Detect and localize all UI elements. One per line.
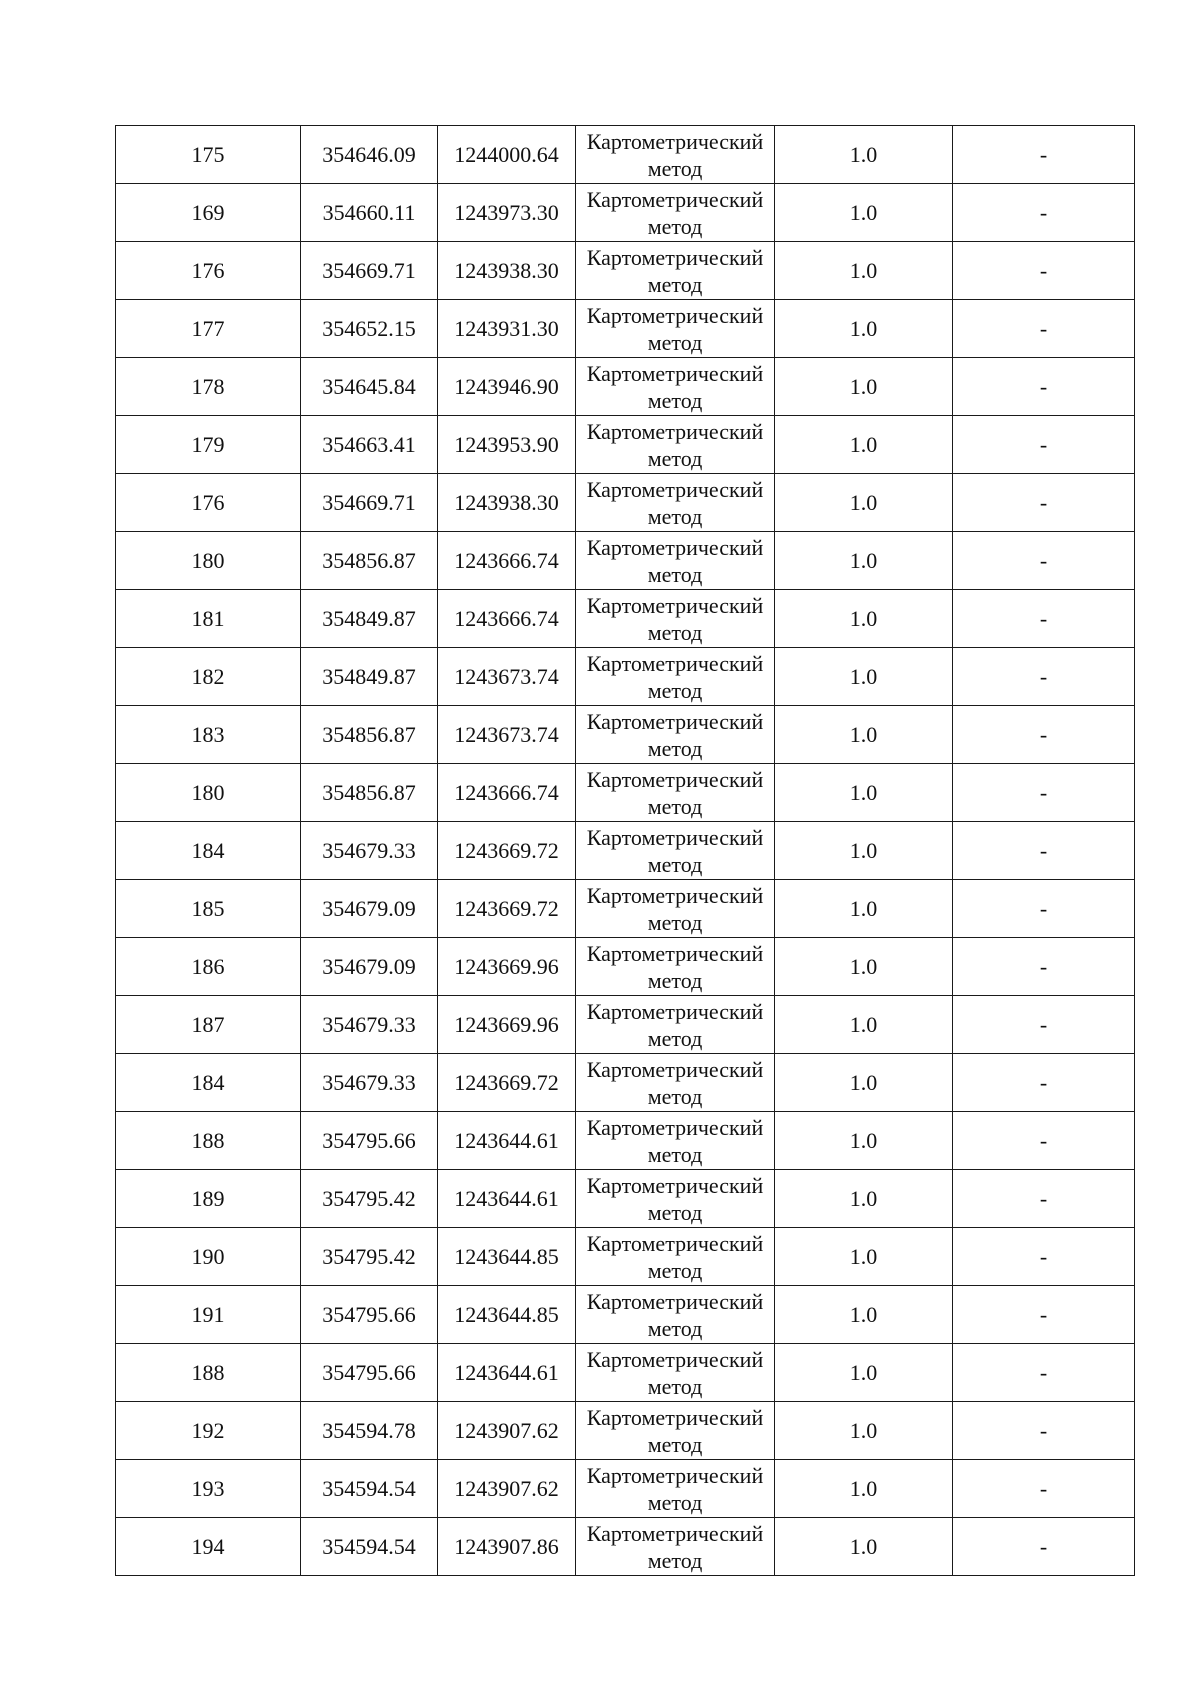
method-cell <box>576 474 775 532</box>
method-line-1: Картометрический <box>586 708 764 734</box>
accuracy-cell: 1.0 <box>775 1112 953 1170</box>
method-line-1: Картометрический <box>586 1404 764 1430</box>
method-line-2: метод <box>647 1025 703 1051</box>
point-number-cell: 177 <box>116 300 301 358</box>
table-row <box>116 474 1135 532</box>
table-row <box>116 358 1135 416</box>
x-coordinate-cell: 354849.87 <box>301 648 438 706</box>
y-coordinate-cell: 1243673.74 <box>438 648 576 706</box>
method-line-2: метод <box>647 155 703 181</box>
table-row <box>116 996 1135 1054</box>
y-coordinate-cell: 1243973.30 <box>438 184 576 242</box>
x-coordinate-cell: 354645.84 <box>301 358 438 416</box>
note-cell: - <box>953 764 1135 822</box>
y-coordinate-cell: 1243669.72 <box>438 880 576 938</box>
accuracy-cell: 1.0 <box>775 1460 953 1518</box>
accuracy-cell: 1.0 <box>775 1518 953 1576</box>
y-coordinate-cell: 1243907.62 <box>438 1402 576 1460</box>
accuracy-cell: 1.0 <box>775 184 953 242</box>
method-line-2: метод <box>647 329 703 355</box>
method-line-2: метод <box>647 619 703 645</box>
x-coordinate-cell: 354663.41 <box>301 416 438 474</box>
table-row <box>116 532 1135 590</box>
x-coordinate-cell: 354795.42 <box>301 1170 438 1228</box>
point-number-cell: 183 <box>116 706 301 764</box>
note-cell: - <box>953 648 1135 706</box>
method-cell <box>576 1286 775 1344</box>
point-number-cell: 176 <box>116 474 301 532</box>
y-coordinate-cell: 1243644.61 <box>438 1170 576 1228</box>
accuracy-cell: 1.0 <box>775 126 953 184</box>
y-coordinate-cell: 1243946.90 <box>438 358 576 416</box>
method-cell <box>576 822 775 880</box>
table-row <box>116 242 1135 300</box>
method-line-1: Картометрический <box>586 476 764 502</box>
x-coordinate-cell: 354594.54 <box>301 1518 438 1576</box>
note-cell: - <box>953 242 1135 300</box>
accuracy-cell: 1.0 <box>775 590 953 648</box>
table-row <box>116 1054 1135 1112</box>
method-line-1: Картометрический <box>586 1172 764 1198</box>
note-cell: - <box>953 590 1135 648</box>
table-row <box>116 1402 1135 1460</box>
y-coordinate-cell: 1243666.74 <box>438 532 576 590</box>
point-number-cell: 184 <box>116 822 301 880</box>
point-number-cell: 180 <box>116 532 301 590</box>
x-coordinate-cell: 354856.87 <box>301 532 438 590</box>
y-coordinate-cell: 1243953.90 <box>438 416 576 474</box>
method-cell <box>576 1054 775 1112</box>
method-line-1: Картометрический <box>586 244 764 270</box>
note-cell: - <box>953 1228 1135 1286</box>
point-number-cell: 188 <box>116 1344 301 1402</box>
method-line-1: Картометрический <box>586 998 764 1024</box>
x-coordinate-cell: 354594.54 <box>301 1460 438 1518</box>
y-coordinate-cell: 1243666.74 <box>438 764 576 822</box>
y-coordinate-cell: 1243644.85 <box>438 1228 576 1286</box>
accuracy-cell: 1.0 <box>775 764 953 822</box>
point-number-cell: 179 <box>116 416 301 474</box>
point-number-cell: 191 <box>116 1286 301 1344</box>
method-line-2: метод <box>647 1257 703 1283</box>
x-coordinate-cell: 354660.11 <box>301 184 438 242</box>
y-coordinate-cell: 1243938.30 <box>438 242 576 300</box>
method-cell <box>576 764 775 822</box>
x-coordinate-cell: 354669.71 <box>301 474 438 532</box>
x-coordinate-cell: 354849.87 <box>301 590 438 648</box>
note-cell: - <box>953 1170 1135 1228</box>
note-cell: - <box>953 416 1135 474</box>
note-cell: - <box>953 1054 1135 1112</box>
method-cell <box>576 416 775 474</box>
note-cell: - <box>953 1402 1135 1460</box>
point-number-cell: 180 <box>116 764 301 822</box>
point-number-cell: 181 <box>116 590 301 648</box>
x-coordinate-cell: 354646.09 <box>301 126 438 184</box>
method-cell <box>576 590 775 648</box>
table-row <box>116 1518 1135 1576</box>
method-cell <box>576 880 775 938</box>
accuracy-cell: 1.0 <box>775 1402 953 1460</box>
accuracy-cell: 1.0 <box>775 648 953 706</box>
point-number-cell: 175 <box>116 126 301 184</box>
point-number-cell: 176 <box>116 242 301 300</box>
method-line-1: Картометрический <box>586 592 764 618</box>
x-coordinate-cell: 354795.42 <box>301 1228 438 1286</box>
point-number-cell: 190 <box>116 1228 301 1286</box>
accuracy-cell: 1.0 <box>775 938 953 996</box>
y-coordinate-cell: 1243644.85 <box>438 1286 576 1344</box>
note-cell: - <box>953 1518 1135 1576</box>
method-line-2: метод <box>647 1141 703 1167</box>
method-line-1: Картометрический <box>586 418 764 444</box>
method-line-2: метод <box>647 1431 703 1457</box>
method-line-2: метод <box>647 387 703 413</box>
method-line-2: метод <box>647 1489 703 1515</box>
table-row <box>116 1170 1135 1228</box>
point-number-cell: 169 <box>116 184 301 242</box>
note-cell: - <box>953 880 1135 938</box>
y-coordinate-cell: 1243644.61 <box>438 1112 576 1170</box>
y-coordinate-cell: 1243938.30 <box>438 474 576 532</box>
note-cell: - <box>953 126 1135 184</box>
accuracy-cell: 1.0 <box>775 532 953 590</box>
y-coordinate-cell: 1243644.61 <box>438 1344 576 1402</box>
x-coordinate-cell: 354795.66 <box>301 1286 438 1344</box>
method-cell <box>576 184 775 242</box>
method-cell <box>576 242 775 300</box>
point-number-cell: 178 <box>116 358 301 416</box>
table-row <box>116 1112 1135 1170</box>
method-cell <box>576 1344 775 1402</box>
method-line-2: метод <box>647 735 703 761</box>
x-coordinate-cell: 354679.33 <box>301 822 438 880</box>
accuracy-cell: 1.0 <box>775 1054 953 1112</box>
x-coordinate-cell: 354594.78 <box>301 1402 438 1460</box>
table-row <box>116 126 1135 184</box>
x-coordinate-cell: 354679.33 <box>301 996 438 1054</box>
method-line-2: метод <box>647 1083 703 1109</box>
note-cell: - <box>953 996 1135 1054</box>
note-cell: - <box>953 1344 1135 1402</box>
point-number-cell: 188 <box>116 1112 301 1170</box>
accuracy-cell: 1.0 <box>775 706 953 764</box>
method-line-1: Картометрический <box>586 882 764 908</box>
method-line-2: метод <box>647 909 703 935</box>
method-cell <box>576 126 775 184</box>
method-cell <box>576 532 775 590</box>
method-cell <box>576 300 775 358</box>
table-row <box>116 938 1135 996</box>
table-row <box>116 648 1135 706</box>
x-coordinate-cell: 354679.33 <box>301 1054 438 1112</box>
method-line-2: метод <box>647 1315 703 1341</box>
point-number-cell: 194 <box>116 1518 301 1576</box>
accuracy-cell: 1.0 <box>775 1286 953 1344</box>
note-cell: - <box>953 300 1135 358</box>
note-cell: - <box>953 532 1135 590</box>
method-line-2: метод <box>647 561 703 587</box>
y-coordinate-cell: 1243673.74 <box>438 706 576 764</box>
method-line-2: метод <box>647 1199 703 1225</box>
method-line-1: Картометрический <box>586 1056 764 1082</box>
table-row <box>116 184 1135 242</box>
method-line-1: Картометрический <box>586 360 764 386</box>
x-coordinate-cell: 354652.15 <box>301 300 438 358</box>
table-row <box>116 1460 1135 1518</box>
x-coordinate-cell: 354795.66 <box>301 1112 438 1170</box>
method-cell <box>576 996 775 1054</box>
method-cell <box>576 706 775 764</box>
accuracy-cell: 1.0 <box>775 474 953 532</box>
coordinates-table <box>115 125 1135 1576</box>
y-coordinate-cell: 1243669.96 <box>438 996 576 1054</box>
y-coordinate-cell: 1243907.86 <box>438 1518 576 1576</box>
table-row <box>116 764 1135 822</box>
note-cell: - <box>953 938 1135 996</box>
accuracy-cell: 1.0 <box>775 822 953 880</box>
method-line-1: Картометрический <box>586 128 764 154</box>
y-coordinate-cell: 1243669.72 <box>438 822 576 880</box>
accuracy-cell: 1.0 <box>775 300 953 358</box>
method-line-2: метод <box>647 1547 703 1573</box>
method-line-2: метод <box>647 1373 703 1399</box>
y-coordinate-cell: 1243666.74 <box>438 590 576 648</box>
accuracy-cell: 1.0 <box>775 996 953 1054</box>
y-coordinate-cell: 1244000.64 <box>438 126 576 184</box>
point-number-cell: 192 <box>116 1402 301 1460</box>
table-row <box>116 1228 1135 1286</box>
point-number-cell: 187 <box>116 996 301 1054</box>
note-cell: - <box>953 1112 1135 1170</box>
method-cell <box>576 938 775 996</box>
method-line-1: Картометрический <box>586 1462 764 1488</box>
method-line-2: метод <box>647 677 703 703</box>
method-line-1: Картометрический <box>586 940 764 966</box>
x-coordinate-cell: 354679.09 <box>301 938 438 996</box>
x-coordinate-cell: 354856.87 <box>301 764 438 822</box>
method-line-2: метод <box>647 503 703 529</box>
accuracy-cell: 1.0 <box>775 880 953 938</box>
method-line-1: Картометрический <box>586 1288 764 1314</box>
method-line-2: метод <box>647 445 703 471</box>
table-row <box>116 590 1135 648</box>
table-row <box>116 706 1135 764</box>
method-line-1: Картометрический <box>586 186 764 212</box>
table-row <box>116 300 1135 358</box>
method-line-2: метод <box>647 967 703 993</box>
method-line-1: Картометрический <box>586 824 764 850</box>
point-number-cell: 184 <box>116 1054 301 1112</box>
method-cell <box>576 1402 775 1460</box>
table-row <box>116 880 1135 938</box>
method-line-1: Картометрический <box>586 1346 764 1372</box>
method-line-2: метод <box>647 793 703 819</box>
method-cell <box>576 1228 775 1286</box>
y-coordinate-cell: 1243669.72 <box>438 1054 576 1112</box>
method-cell <box>576 648 775 706</box>
method-line-1: Картометрический <box>586 1230 764 1256</box>
method-cell <box>576 358 775 416</box>
method-line-1: Картометрический <box>586 766 764 792</box>
y-coordinate-cell: 1243907.62 <box>438 1460 576 1518</box>
point-number-cell: 182 <box>116 648 301 706</box>
accuracy-cell: 1.0 <box>775 416 953 474</box>
point-number-cell: 189 <box>116 1170 301 1228</box>
y-coordinate-cell: 1243931.30 <box>438 300 576 358</box>
accuracy-cell: 1.0 <box>775 1344 953 1402</box>
method-line-1: Картометрический <box>586 650 764 676</box>
method-cell <box>576 1112 775 1170</box>
note-cell: - <box>953 358 1135 416</box>
method-line-1: Картометрический <box>586 1114 764 1140</box>
note-cell: - <box>953 184 1135 242</box>
method-line-1: Картометрический <box>586 1520 764 1546</box>
method-line-2: метод <box>647 851 703 877</box>
method-line-1: Картометрический <box>586 302 764 328</box>
y-coordinate-cell: 1243669.96 <box>438 938 576 996</box>
accuracy-cell: 1.0 <box>775 242 953 300</box>
x-coordinate-cell: 354679.09 <box>301 880 438 938</box>
note-cell: - <box>953 1460 1135 1518</box>
note-cell: - <box>953 1286 1135 1344</box>
note-cell: - <box>953 474 1135 532</box>
table-body <box>116 126 1135 1576</box>
point-number-cell: 186 <box>116 938 301 996</box>
accuracy-cell: 1.0 <box>775 358 953 416</box>
x-coordinate-cell: 354795.66 <box>301 1344 438 1402</box>
method-cell <box>576 1518 775 1576</box>
method-line-1: Картометрический <box>586 534 764 560</box>
method-cell <box>576 1170 775 1228</box>
point-number-cell: 185 <box>116 880 301 938</box>
accuracy-cell: 1.0 <box>775 1170 953 1228</box>
x-coordinate-cell: 354856.87 <box>301 706 438 764</box>
accuracy-cell: 1.0 <box>775 1228 953 1286</box>
table-row <box>116 1286 1135 1344</box>
note-cell: - <box>953 822 1135 880</box>
method-line-2: метод <box>647 271 703 297</box>
table-row <box>116 1344 1135 1402</box>
x-coordinate-cell: 354669.71 <box>301 242 438 300</box>
method-line-2: метод <box>647 213 703 239</box>
note-cell: - <box>953 706 1135 764</box>
table-row <box>116 822 1135 880</box>
method-cell <box>576 1460 775 1518</box>
table-row <box>116 416 1135 474</box>
point-number-cell: 193 <box>116 1460 301 1518</box>
